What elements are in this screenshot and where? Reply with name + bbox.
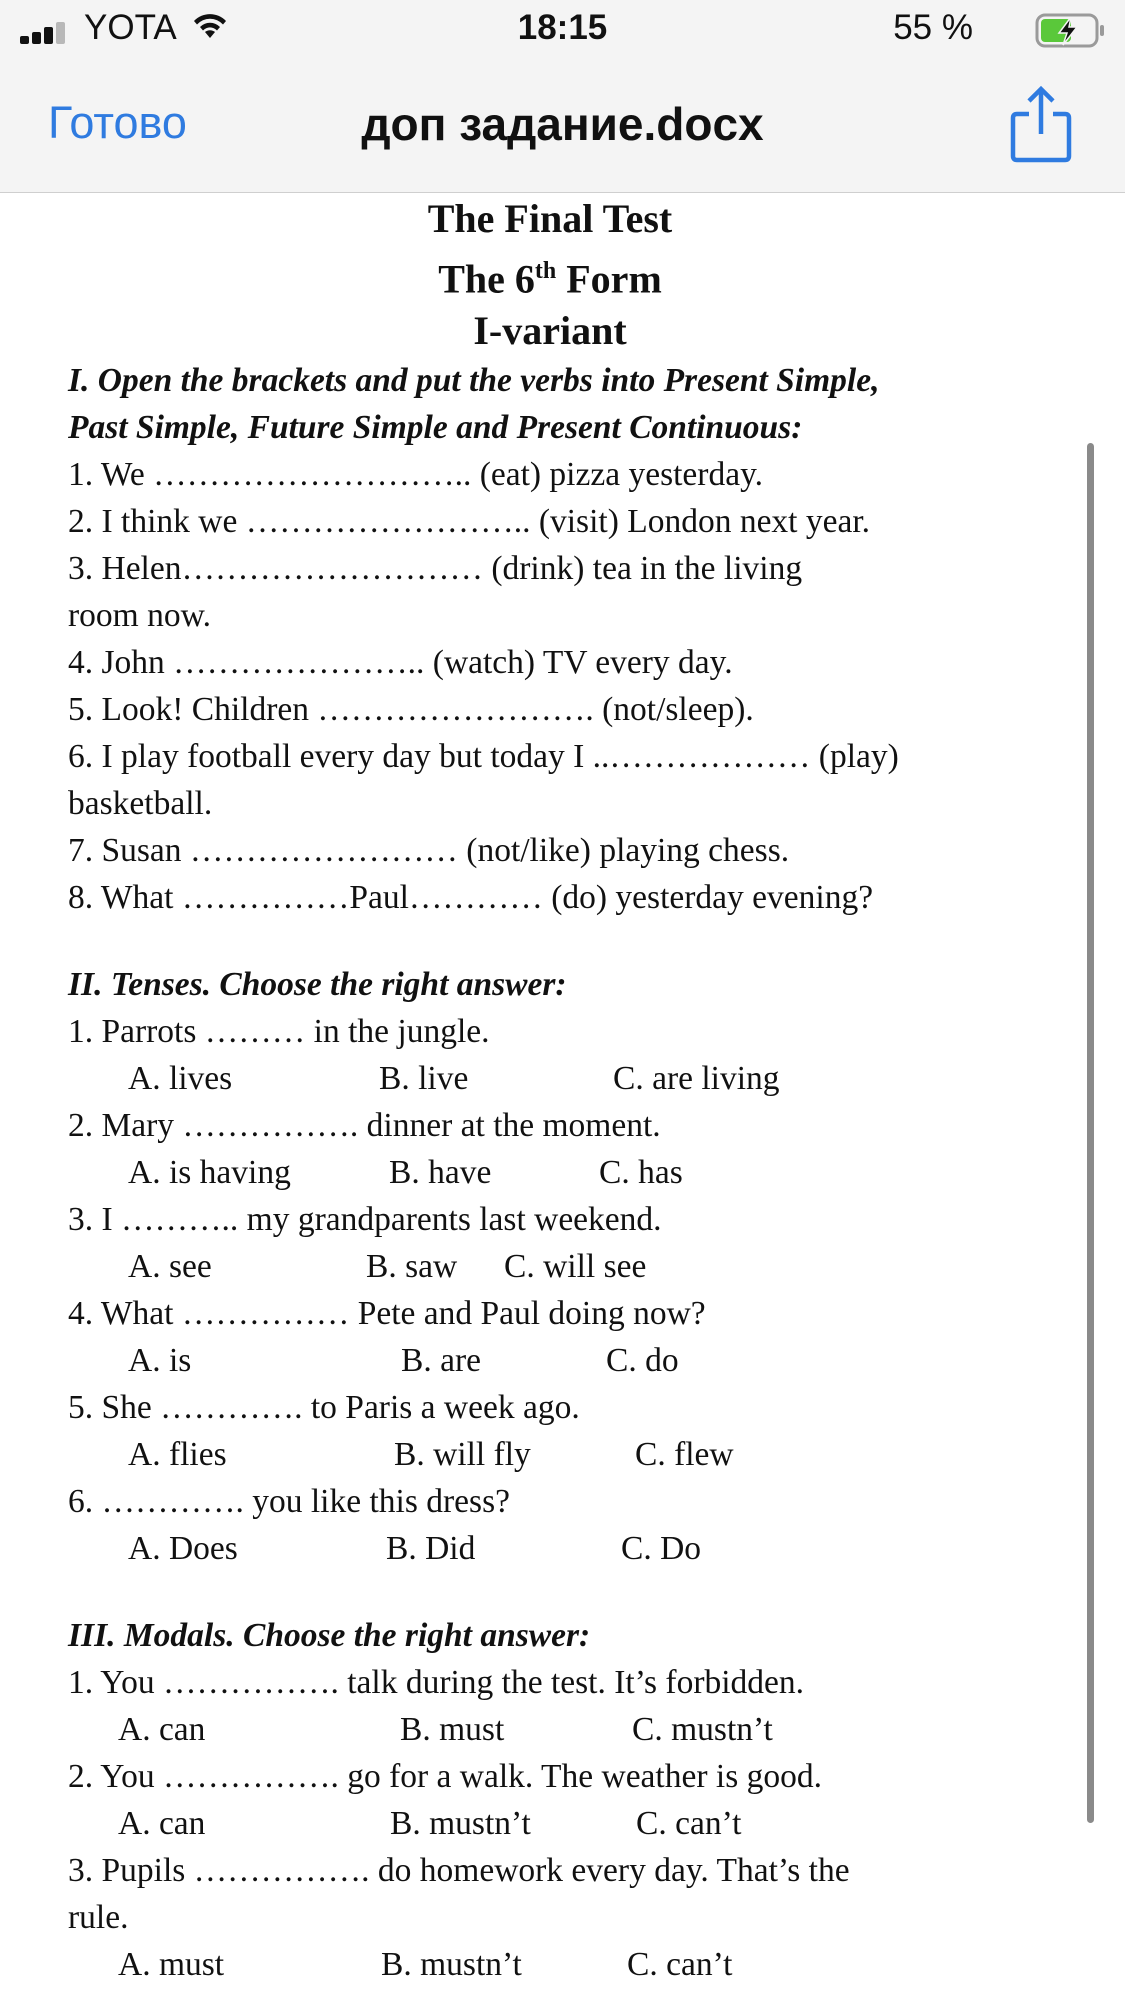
option-c: C. do: [606, 1342, 679, 1380]
done-button[interactable]: Готово: [48, 97, 187, 148]
part1-line: 1. We ……………………….. (eat) pizza yesterday.: [68, 456, 764, 494]
option-b: B. mustn’t: [381, 1946, 522, 1984]
part1-instruction: I. Open the brackets and put the verbs into Present Simple, Past Simple, Future Simple and Present Continuous:: [68, 362, 880, 447]
part3-question: 2. You ……………. go for a walk. The weather is good.: [68, 1758, 822, 1796]
battery-charging-icon: [1035, 12, 1107, 50]
option-c: C. will see: [504, 1248, 647, 1286]
option-c: C. Do: [621, 1530, 702, 1568]
navigation-bar: [0, 62, 1125, 193]
document-viewer[interactable]: [0, 193, 1100, 2001]
answer-options: [68, 1149, 1070, 1196]
option-b: B. saw: [366, 1248, 458, 1286]
form-heading: The 6th Form: [438, 256, 662, 302]
option-b: B. Did: [386, 1530, 476, 1568]
option-a: A. lives: [128, 1060, 233, 1098]
option-a: A. is: [128, 1342, 192, 1380]
answer-options: [68, 1525, 1070, 1572]
option-b: B. mustn’t: [390, 1805, 531, 1843]
answer-options: [68, 1431, 1070, 1478]
part2-question: 3. I ……….. my grandparents last weekend.: [68, 1201, 662, 1239]
answer-options: [68, 1706, 1070, 1753]
part2-question: 1. Parrots ……… in the jungle.: [68, 1013, 490, 1051]
option-b: B. will fly: [394, 1436, 531, 1474]
option-c: C. can’t: [636, 1805, 742, 1843]
option-b: B. are: [401, 1342, 481, 1380]
answer-options: [68, 1055, 1070, 1102]
option-a: A. flies: [128, 1436, 227, 1474]
part1-line: room now.: [68, 597, 211, 635]
answer-options: [68, 1800, 1070, 1847]
option-a: A. can: [118, 1805, 206, 1843]
part1-line: 4. John ………………….. (watch) TV every day.: [68, 644, 733, 682]
variant-heading: I-variant: [473, 308, 627, 354]
option-b: B. must: [400, 1711, 505, 1749]
part1-line: 3. Helen……………………… (drink) tea in the living: [68, 550, 803, 588]
option-b: B. have: [389, 1154, 492, 1192]
part3-question: 3. Pupils ……………. do homework every day. That’s the rule.: [68, 1852, 850, 1937]
option-a: A. can: [118, 1711, 206, 1749]
part3-instruction: III. Modals. Choose the right answer:: [68, 1617, 591, 1655]
option-c: C. mustn’t: [632, 1711, 773, 1749]
answer-options: [68, 1243, 1070, 1290]
part2-question: 4. What …………… Pete and Paul doing now?: [68, 1295, 706, 1333]
part2-question: 6. …………. you like this dress?: [68, 1483, 510, 1521]
test-title: The Final Test: [427, 196, 673, 241]
option-b: B. live: [379, 1060, 469, 1098]
option-c: C. can’t: [627, 1946, 733, 1984]
part2-question: 5. She …………. to Paris a week ago.: [68, 1389, 580, 1427]
carrier-name: YOTA: [84, 8, 177, 47]
part1-line: 6. I play football every day but today I ..……………… (play): [68, 738, 899, 776]
answer-options: [68, 1941, 1070, 1988]
part3-question: 1. You ……………. talk during the test. It’s forbidden.: [68, 1664, 805, 1702]
option-c: C. flew: [635, 1436, 734, 1474]
part2-question: 2. Mary ……………. dinner at the moment.: [68, 1107, 661, 1145]
status-bar: [0, 0, 1125, 62]
scrollbar[interactable]: [1087, 443, 1094, 1823]
battery-percentage: 55 %: [893, 8, 973, 47]
share-icon[interactable]: [1009, 84, 1073, 164]
clock: 18:15: [517, 8, 608, 47]
option-a: A. Does: [128, 1530, 238, 1568]
answer-options: [68, 1337, 1070, 1384]
option-a: A. must: [118, 1946, 225, 1984]
part1-line: 8. What ……………Paul………… (do) yesterday evening?: [68, 879, 874, 917]
option-c: C. are living: [613, 1060, 780, 1098]
part2-instruction: II. Tenses. Choose the right answer:: [68, 966, 567, 1004]
part1-line: 5. Look! Children ……………………. (not/sleep).: [68, 691, 754, 729]
option-a: A. is having: [128, 1154, 291, 1192]
option-c: C. has: [599, 1154, 683, 1192]
option-a: A. see: [128, 1248, 212, 1286]
part1-line: 2. I think we …………………….. (visit) London next year.: [68, 503, 871, 541]
part1-line: 7. Susan …………………… (not/like) playing chess.: [68, 832, 790, 870]
part1-line: basketball.: [68, 785, 213, 823]
document-title: доп задание.docx: [361, 98, 764, 150]
